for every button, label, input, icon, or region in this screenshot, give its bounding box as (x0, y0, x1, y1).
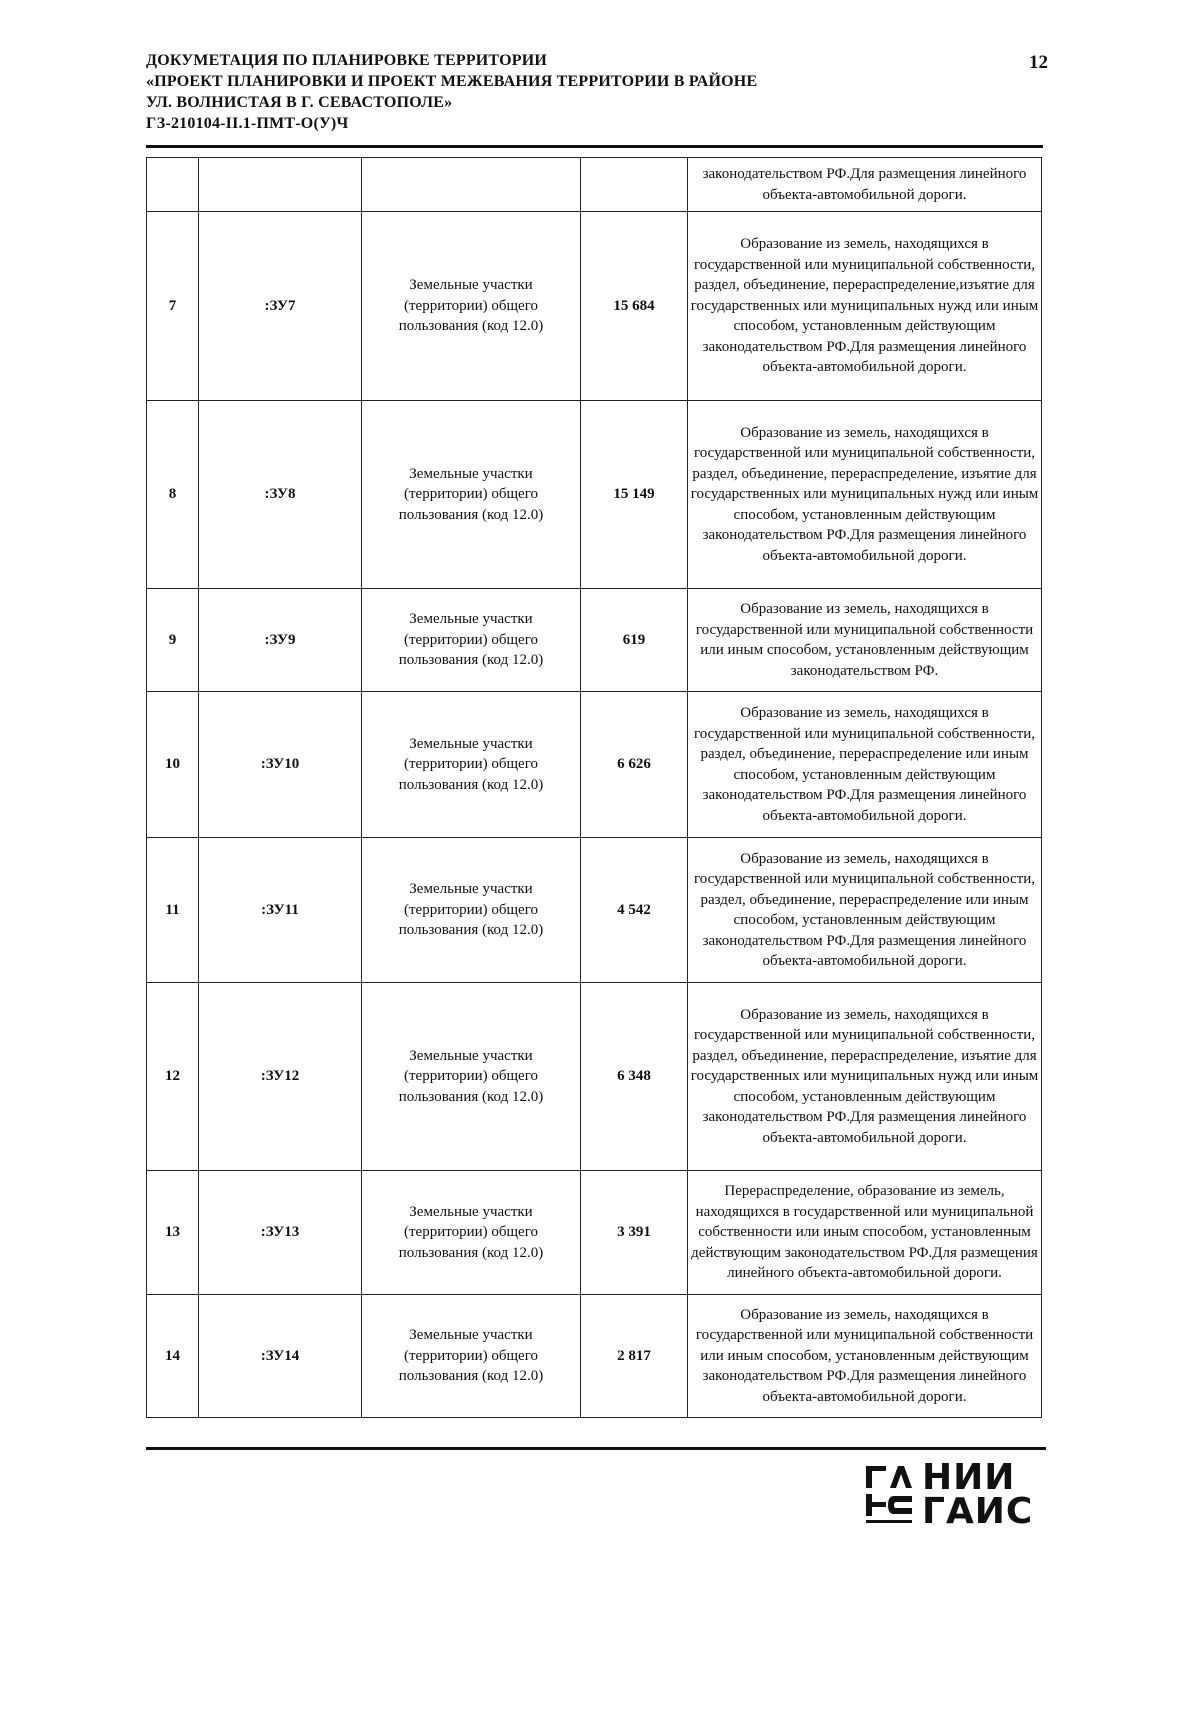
plot-name-cell (362, 1295, 581, 1418)
table-row (147, 401, 1042, 589)
plot-name-line: Земельные участки (409, 1327, 533, 1344)
plot-name-line: Земельные участки (409, 611, 533, 628)
description-cell: Образование из земель, находящихся в государственной или муниципальной собственности, раздел, объединение, перераспределение или иным способом, установленным действующим законодательством РФ.Для размещения линейного объекта-автомобильной дороги. (688, 838, 1042, 983)
plot-code-cell: :ЗУ13 (199, 1171, 362, 1295)
plot-code-cell: :ЗУ14 (199, 1295, 362, 1418)
niigais-logo (864, 1457, 1034, 1536)
header-divider (146, 145, 1043, 148)
area-cell: 15 149 (581, 401, 688, 589)
plot-code-cell: :ЗУ11 (199, 838, 362, 983)
plot-name-line: (территории) общего (403, 486, 538, 503)
gaiss-emblem-icon (864, 1462, 914, 1528)
header-line-1: ДОКУМЕТАЦИЯ ПО ПЛАНИРОВКЕ ТЕРРИТОРИИ (146, 52, 548, 69)
plot-name-line: пользования (код 12.0) (398, 1368, 544, 1385)
plot-name-cell (362, 838, 581, 983)
row-number-cell: 12 (147, 983, 199, 1171)
row-number-cell: 9 (147, 589, 199, 692)
description-cell: Образование из земель, находящихся в государственной или муниципальной собственности или иным способом, установленным действующим законодательством РФ.Для размещения линейного объекта-автомобильной дороги. (688, 1295, 1042, 1418)
table-row (147, 1295, 1042, 1418)
continuation-row (147, 158, 1042, 212)
plot-name-cell (362, 983, 581, 1171)
document-code: ГЗ-210104-II.1-ПМТ-О(У)Ч (146, 115, 349, 132)
description-cell: Перераспределение, образование из земель, находящихся в государственной или муниципальной собственности или иным способом, установленным действующим законодательством РФ.Для размещения линейного объекта-автомобильной дороги. (688, 1171, 1042, 1295)
area-cell (581, 158, 688, 212)
plot-name-line: пользования (код 12.0) (398, 1088, 544, 1105)
plot-name-cell (362, 401, 581, 589)
num-cell (147, 158, 199, 212)
table-row (147, 692, 1042, 838)
description-cell: законодательством РФ.Для размещения линейного объекта-автомобильной дороги. (688, 158, 1042, 212)
area-cell: 6 348 (581, 983, 688, 1171)
logo-text-nii: НИИ (922, 1457, 1016, 1498)
plot-name-line: (территории) общего (403, 631, 538, 648)
plot-name-cell (362, 589, 581, 692)
area-cell: 619 (581, 589, 688, 692)
plot-name-line: Земельные участки (409, 1203, 533, 1220)
plot-name-cell (362, 212, 581, 401)
description-cell: Образование из земель, находящихся в государственной или муниципальной собственности, раздел, объединение, перераспределение,изъятие для государственных или муниципальных нужд или иным способом, установленным действующим законодательством РФ.Для размещения линейного объекта-автомобильной дороги. (688, 212, 1042, 401)
area-cell: 2 817 (581, 1295, 688, 1418)
table-row (147, 212, 1042, 401)
plot-name-line: (территории) общего (403, 756, 538, 773)
description-cell: Образование из земель, находящихся в государственной или муниципальной собственности, раздел, объединение, перераспределение, изъятие для государственных или муниципальных нужд или иным способом, установленным действующим законодательством РФ.Для размещения линейного объекта-автомобильной дороги. (688, 401, 1042, 589)
footer-divider (146, 1447, 1046, 1450)
area-cell: 15 684 (581, 212, 688, 401)
plot-name-line: пользования (код 12.0) (398, 776, 544, 793)
plot-name-line: пользования (код 12.0) (398, 506, 544, 523)
row-number-cell: 8 (147, 401, 199, 589)
plot-name-line: Земельные участки (409, 735, 533, 752)
land-plots-table (146, 157, 1042, 1418)
row-number-cell: 13 (147, 1171, 199, 1295)
plot-code-cell: :ЗУ9 (199, 589, 362, 692)
area-cell: 6 626 (581, 692, 688, 838)
description-cell: Образование из земель, находящихся в государственной или муниципальной собственности, раздел, объединение, перераспределение или иным способом, установленным действующим законодательством РФ.Для размещения линейного объекта-автомобильной дороги. (688, 692, 1042, 838)
plot-name-line: пользования (код 12.0) (398, 922, 544, 939)
table-row (147, 983, 1042, 1171)
plot-name-line: Земельные участки (409, 277, 533, 294)
plot-name-line: (территории) общего (403, 1068, 538, 1085)
row-number-cell: 7 (147, 212, 199, 401)
header-line-2: «ПРОЕКТ ПЛАНИРОВКИ И ПРОЕКТ МЕЖЕВАНИЯ ТЕРРИТОРИИ В РАЙОНЕ (146, 73, 758, 90)
plot-name-line: (территории) общего (403, 1224, 538, 1241)
plot-code-cell: :ЗУ8 (199, 401, 362, 589)
row-number-cell: 14 (147, 1295, 199, 1418)
plot-code-cell: :ЗУ7 (199, 212, 362, 401)
page-number: 12 (1029, 52, 1048, 73)
code-cell (199, 158, 362, 212)
plot-name-line: (территории) общего (403, 901, 538, 918)
plot-name-line: (территории) общего (403, 297, 538, 314)
area-cell: 4 542 (581, 838, 688, 983)
plot-name-line: Земельные участки (409, 881, 533, 898)
description-cell: Образование из земель, находящихся в государственной или муниципальной собственности, раздел, объединение, перераспределение, изъятие для государственных или муниципальных нужд или иным способом, установленным действующим законодательством РФ.Для размещения линейного объекта-автомобильной дороги. (688, 983, 1042, 1171)
table-row (147, 838, 1042, 983)
description-cell: Образование из земель, находящихся в государственной или муниципальной собственности или иным способом, установленным действующим законодательством РФ. (688, 589, 1042, 692)
area-cell: 3 391 (581, 1171, 688, 1295)
plot-name-cell (362, 692, 581, 838)
row-number-cell: 11 (147, 838, 199, 983)
row-number-cell: 10 (147, 692, 199, 838)
plot-name-line: пользования (код 12.0) (398, 318, 544, 335)
logo-text-gais: ГАИС (922, 1491, 1034, 1532)
document-header (146, 50, 1026, 134)
name-cell (362, 158, 581, 212)
plot-name-line: Земельные участки (409, 1047, 533, 1064)
table-row (147, 589, 1042, 692)
plot-name-line: пользования (код 12.0) (398, 652, 544, 669)
plot-name-line: пользования (код 12.0) (398, 1244, 544, 1261)
header-line-3: УЛ. ВОЛНИСТАЯ В Г. СЕВАСТОПОЛЕ» (146, 94, 453, 111)
plot-name-cell (362, 1171, 581, 1295)
plot-name-line: (территории) общего (403, 1347, 538, 1364)
plot-name-line: Земельные участки (409, 465, 533, 482)
plot-code-cell: :ЗУ12 (199, 983, 362, 1171)
plot-code-cell: :ЗУ10 (199, 692, 362, 838)
table-row (147, 1171, 1042, 1295)
